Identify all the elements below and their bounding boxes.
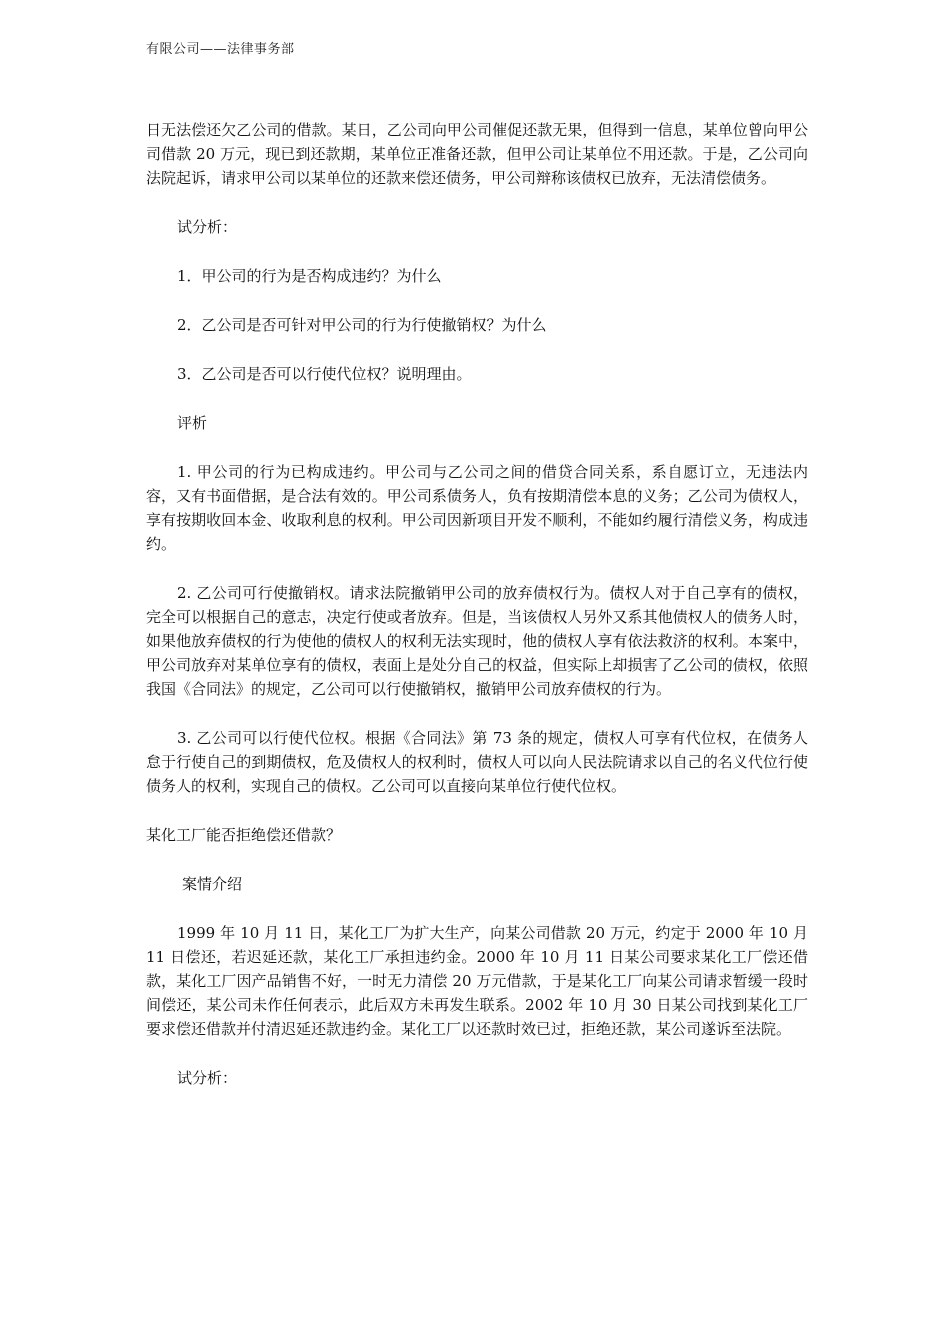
analysis-paragraph-3: 3. 乙公司可以行使代位权。根据《合同法》第 73 条的规定，债权人可享有代位权，在债务人怠于行使自己的到期债权，危及债权人的权利时，债权人可以向人民法院请求以自己的名义代位行使债务人的权利，实现自己的债权。乙公司可以直接向某单位行使代位权。	[146, 729, 808, 795]
case-paragraph: 日无法偿还欠乙公司的借款。某日，乙公司向甲公司催促还款无果，但得到一信息，某单位曾向甲公司借款 20 万元，现已到还款期，某单位正准备还款，但甲公司让某单位不用还款。于是，乙公司向法院起诉，请求甲公司以某单位的还款来偿还债务，甲公司辩称该债权已放弃，无法清偿债务。	[146, 121, 808, 187]
question-item-1: 1．甲公司的行为是否构成违约？为什么	[177, 267, 442, 285]
document-body	[146, 118, 808, 1115]
question-item-2: 2．乙公司是否可针对甲公司的行为行使撤销权？为什么	[177, 316, 547, 334]
question-item-3: 3．乙公司是否可以行使代位权？说明理由。	[177, 365, 472, 383]
page-header: 有限公司——法律事务部	[146, 42, 295, 57]
analysis-paragraph-2: 2. 乙公司可行使撤销权。请求法院撤销甲公司的放弃债权行为。债权人对于自己享有的债权，完全可以根据自己的意志，决定行使或者放弃。但是，当该债权人另外又系其他债权人的债务人时，如果他放弃债权的行为使他的债权人的权利无法实现时，他的债权人享有依法救济的权利。本案中，甲公司放弃对某单位享有的债权，表面上是处分自己的权益，但实际上却损害了乙公司的债权，依照我国《合同法》的规定，乙公司可以行使撤销权，撤销甲公司放弃债权的行为。	[146, 584, 808, 698]
case-intro-heading: 案情介绍	[182, 875, 243, 893]
analysis-heading: 评析	[177, 414, 208, 432]
question-heading: 试分析：	[177, 218, 238, 236]
case-intro-paragraph: 1999 年 10 月 11 日，某化工厂为扩大生产，向某公司借款 20 万元，约定于 2000 年 10 月 11 日偿还，若迟延还款，某化工厂承担违约金。2000 年 10 月 11 日某公司要求某化工厂偿还借款，某化工厂因产品销售不好，一时无力清偿 20 万元借款，于是某化工厂向某公司请求暂缓一段时间偿还，某公司未作任何表示，此后双方未再发生联系。2002 年 10 月 30 日某公司找到某化工厂要求偿还借款并付清迟延还款违约金。某化工厂以还款时效已过，拒绝还款，某公司遂诉至法院。	[146, 924, 808, 1038]
question-heading-2: 试分析：	[177, 1069, 238, 1087]
case-title: 某化工厂能否拒绝偿还借款？	[146, 826, 342, 844]
analysis-paragraph-1: 1. 甲公司的行为已构成违约。甲公司与乙公司之间的借贷合同关系，系自愿订立，无违法内容，又有书面借据，是合法有效的。甲公司系债务人，负有按期清偿本息的义务；乙公司为债权人，享有按期收回本金、收取利息的权利。甲公司因新项目开发不顺利，不能如约履行清偿义务，构成违约。	[146, 463, 808, 553]
